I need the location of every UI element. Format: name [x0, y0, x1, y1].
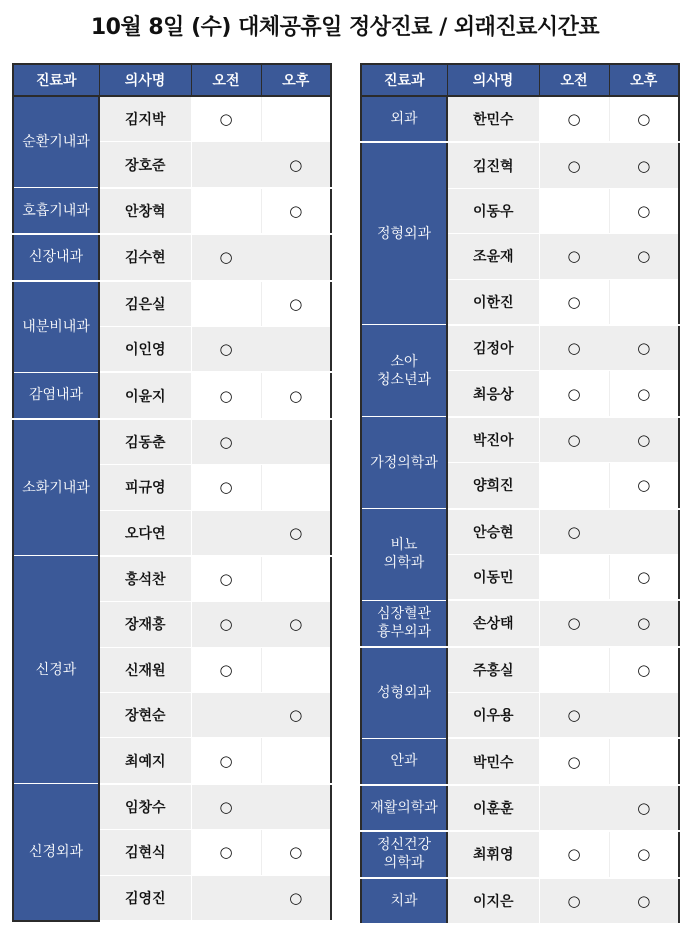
header-dept: 진료과: [13, 64, 99, 96]
table-row: [13, 96, 331, 142]
pm-cell: [609, 96, 679, 142]
am-cell: [539, 693, 609, 739]
am-cell: [539, 509, 609, 555]
doctor-name: 손상태: [447, 600, 539, 646]
available-mark: ○: [219, 843, 233, 862]
available-mark: ○: [289, 843, 303, 862]
dept-cell: 정신건강 의학과: [361, 831, 447, 877]
page-title: 10월 8일 (수) 대체공휴일 정상진료 / 외래진료시간표: [90, 15, 600, 40]
doctor-name: 이지은: [447, 878, 539, 924]
doctor-name: 홍석찬: [99, 556, 191, 602]
pm-cell: [261, 142, 331, 188]
header-dept: 진료과: [361, 64, 447, 96]
available-mark: ○: [637, 845, 651, 864]
header-doctor: 의사명: [99, 64, 191, 96]
header-pm: 오후: [261, 64, 331, 96]
pm-cell: [609, 279, 679, 325]
pm-cell: [261, 875, 331, 921]
dept-cell: 신경외과: [13, 784, 99, 921]
doctor-name: 피규영: [99, 465, 191, 510]
pm-cell: [261, 510, 331, 556]
table-row: [361, 738, 679, 784]
available-mark: ○: [219, 340, 233, 359]
pm-cell: [261, 830, 331, 875]
doctor-name: 이훈훈: [447, 785, 539, 831]
doctor-name: 최휘영: [447, 831, 539, 877]
doctor-name: 김지박: [99, 96, 191, 142]
am-cell: [191, 419, 261, 465]
available-mark: ○: [219, 615, 233, 634]
pm-cell: [609, 785, 679, 831]
available-mark: ○: [637, 891, 651, 910]
pm-cell: [609, 738, 679, 784]
dept-cell: 호흡기내과: [13, 188, 99, 234]
am-cell: [539, 188, 609, 233]
available-mark: ○: [567, 430, 581, 449]
doctor-name: 안승현: [447, 509, 539, 555]
am-cell: [539, 831, 609, 877]
table-row: [361, 96, 679, 142]
header-am: 오전: [539, 64, 609, 96]
table-row: [13, 281, 331, 327]
table-header-row: [13, 64, 331, 96]
dept-cell: 재활의학과: [361, 785, 447, 831]
doctor-name: 이동민: [447, 554, 539, 600]
doctor-name: 임창수: [99, 784, 191, 830]
table-row: [13, 784, 331, 830]
available-mark: ○: [219, 432, 233, 451]
available-mark: ○: [289, 615, 303, 634]
am-cell: [191, 875, 261, 921]
dept-cell: 소아 청소년과: [361, 325, 447, 417]
doctor-name: 양희진: [447, 463, 539, 509]
pm-cell: [609, 371, 679, 417]
schedule-table-right: [360, 63, 680, 925]
pm-cell: [261, 419, 331, 465]
doctor-name: 박진아: [447, 417, 539, 463]
table-row: [13, 372, 331, 418]
available-mark: ○: [219, 386, 233, 405]
table-row: [13, 419, 331, 465]
pm-cell: [261, 556, 331, 602]
available-mark: ○: [289, 294, 303, 313]
available-mark: ○: [637, 339, 651, 358]
doctor-name: 김현식: [99, 830, 191, 875]
doctor-name: 김은실: [99, 281, 191, 327]
doctor-name: 장재홍: [99, 602, 191, 647]
available-mark: ○: [289, 201, 303, 220]
doctor-name: 이인영: [99, 326, 191, 372]
dept-cell: 외과: [361, 96, 447, 142]
am-cell: [191, 647, 261, 692]
pm-cell: [261, 465, 331, 510]
available-mark: ○: [219, 248, 233, 267]
available-mark: ○: [637, 384, 651, 403]
am-cell: [539, 554, 609, 600]
doctor-name: 안창혁: [99, 188, 191, 234]
header-doctor: 의사명: [447, 64, 539, 96]
available-mark: ○: [637, 156, 651, 175]
table-row: [361, 325, 679, 371]
available-mark: ○: [637, 614, 651, 633]
available-mark: ○: [289, 523, 303, 542]
pm-cell: [609, 509, 679, 555]
table-row: [361, 831, 679, 877]
doctor-name: 박민수: [447, 738, 539, 784]
am-cell: [539, 234, 609, 279]
pm-cell: [261, 326, 331, 372]
dept-cell: 가정의학과: [361, 417, 447, 509]
table-body-left: [13, 96, 331, 921]
table-row: [361, 878, 679, 924]
doctor-name: 한민수: [447, 96, 539, 142]
am-cell: [539, 371, 609, 417]
doctor-name: 최예지: [99, 738, 191, 784]
pm-cell: [261, 647, 331, 692]
dept-cell: 순환기내과: [13, 96, 99, 188]
pm-cell: [261, 96, 331, 142]
available-mark: ○: [637, 799, 651, 818]
available-mark: ○: [567, 247, 581, 266]
doctor-name: 최응상: [447, 371, 539, 417]
pm-cell: [261, 234, 331, 280]
pm-cell: [261, 372, 331, 418]
available-mark: ○: [567, 156, 581, 175]
doctor-name: 김동춘: [99, 419, 191, 465]
header-pm: 오후: [609, 64, 679, 96]
am-cell: [539, 463, 609, 509]
available-mark: ○: [567, 384, 581, 403]
table-row: [13, 234, 331, 280]
available-mark: ○: [219, 660, 233, 679]
doctor-name: 주홍실: [447, 647, 539, 693]
pm-cell: [261, 188, 331, 234]
am-cell: [539, 142, 609, 188]
table-row: [361, 142, 679, 188]
table-header-row: [361, 64, 679, 96]
available-mark: ○: [289, 888, 303, 907]
dept-cell: 비뇨 의학과: [361, 509, 447, 601]
pm-cell: [261, 281, 331, 327]
available-mark: ○: [219, 110, 233, 129]
am-cell: [539, 738, 609, 784]
doctor-name: 김진혁: [447, 142, 539, 188]
doctor-name: 이한진: [447, 279, 539, 325]
dept-cell: 감염내과: [13, 372, 99, 418]
am-cell: [539, 279, 609, 325]
pm-cell: [261, 784, 331, 830]
am-cell: [191, 234, 261, 280]
am-cell: [191, 510, 261, 556]
pm-cell: [609, 600, 679, 646]
dept-cell: 소화기내과: [13, 419, 99, 556]
doctor-name: 조윤재: [447, 234, 539, 279]
dept-cell: 치과: [361, 878, 447, 924]
dept-cell: 내분비내과: [13, 281, 99, 373]
available-mark: ○: [567, 845, 581, 864]
am-cell: [191, 693, 261, 738]
am-cell: [539, 878, 609, 924]
pm-cell: [609, 188, 679, 233]
dept-cell: 성형외과: [361, 647, 447, 739]
pm-cell: [609, 831, 679, 877]
am-cell: [191, 96, 261, 142]
available-mark: ○: [567, 522, 581, 541]
available-mark: ○: [567, 292, 581, 311]
am-cell: [539, 96, 609, 142]
table-row: [361, 785, 679, 831]
available-mark: ○: [219, 478, 233, 497]
pm-cell: [261, 693, 331, 738]
available-mark: ○: [637, 568, 651, 587]
table-row: [361, 509, 679, 555]
available-mark: ○: [567, 339, 581, 358]
am-cell: [539, 325, 609, 371]
am-cell: [191, 142, 261, 188]
doctor-name: 장호준: [99, 142, 191, 188]
available-mark: ○: [219, 798, 233, 817]
available-mark: ○: [567, 706, 581, 725]
table-row: [361, 600, 679, 646]
available-mark: ○: [567, 614, 581, 633]
available-mark: ○: [637, 476, 651, 495]
dept-cell: 신장내과: [13, 234, 99, 280]
am-cell: [539, 600, 609, 646]
table-row: [13, 556, 331, 602]
dept-cell: 안과: [361, 738, 447, 784]
pm-cell: [609, 417, 679, 463]
available-mark: ○: [567, 891, 581, 910]
available-mark: ○: [567, 110, 581, 129]
table-row: [13, 188, 331, 234]
am-cell: [191, 372, 261, 418]
am-cell: [539, 417, 609, 463]
pm-cell: [609, 463, 679, 509]
doctor-name: 이윤지: [99, 372, 191, 418]
am-cell: [191, 784, 261, 830]
table-body-right: [361, 96, 679, 924]
am-cell: [191, 738, 261, 784]
available-mark: ○: [289, 155, 303, 174]
available-mark: ○: [219, 570, 233, 589]
doctor-name: 김영진: [99, 875, 191, 921]
table-row: [361, 417, 679, 463]
doctor-name: 김정아: [447, 325, 539, 371]
pm-cell: [261, 602, 331, 647]
pm-cell: [609, 647, 679, 693]
doctor-name: 김수현: [99, 234, 191, 280]
available-mark: ○: [637, 247, 651, 266]
available-mark: ○: [219, 751, 233, 770]
dept-cell: 정형외과: [361, 142, 447, 325]
dept-cell: 신경과: [13, 556, 99, 784]
doctor-name: 장현순: [99, 693, 191, 738]
header-am: 오전: [191, 64, 261, 96]
am-cell: [191, 465, 261, 510]
pm-cell: [609, 234, 679, 279]
am-cell: [191, 830, 261, 875]
pm-cell: [609, 142, 679, 188]
pm-cell: [609, 693, 679, 739]
doctor-name: 신재원: [99, 647, 191, 692]
pm-cell: [609, 554, 679, 600]
doctor-name: 오다연: [99, 510, 191, 556]
pm-cell: [609, 325, 679, 371]
doctor-name: 이동우: [447, 188, 539, 233]
table-row: [361, 647, 679, 693]
available-mark: ○: [289, 706, 303, 725]
available-mark: ○: [637, 110, 651, 129]
pm-cell: [261, 738, 331, 784]
doctor-name: 이우용: [447, 693, 539, 739]
available-mark: ○: [289, 386, 303, 405]
available-mark: ○: [567, 752, 581, 771]
am-cell: [191, 556, 261, 602]
am-cell: [191, 602, 261, 647]
available-mark: ○: [637, 660, 651, 679]
am-cell: [191, 326, 261, 372]
available-mark: ○: [637, 430, 651, 449]
am-cell: [539, 647, 609, 693]
am-cell: [539, 785, 609, 831]
am-cell: [191, 281, 261, 327]
dept-cell: 심장혈관 흉부외과: [361, 600, 447, 646]
am-cell: [191, 188, 261, 234]
pm-cell: [609, 878, 679, 924]
schedule-table-left: [12, 63, 332, 922]
available-mark: ○: [637, 201, 651, 220]
